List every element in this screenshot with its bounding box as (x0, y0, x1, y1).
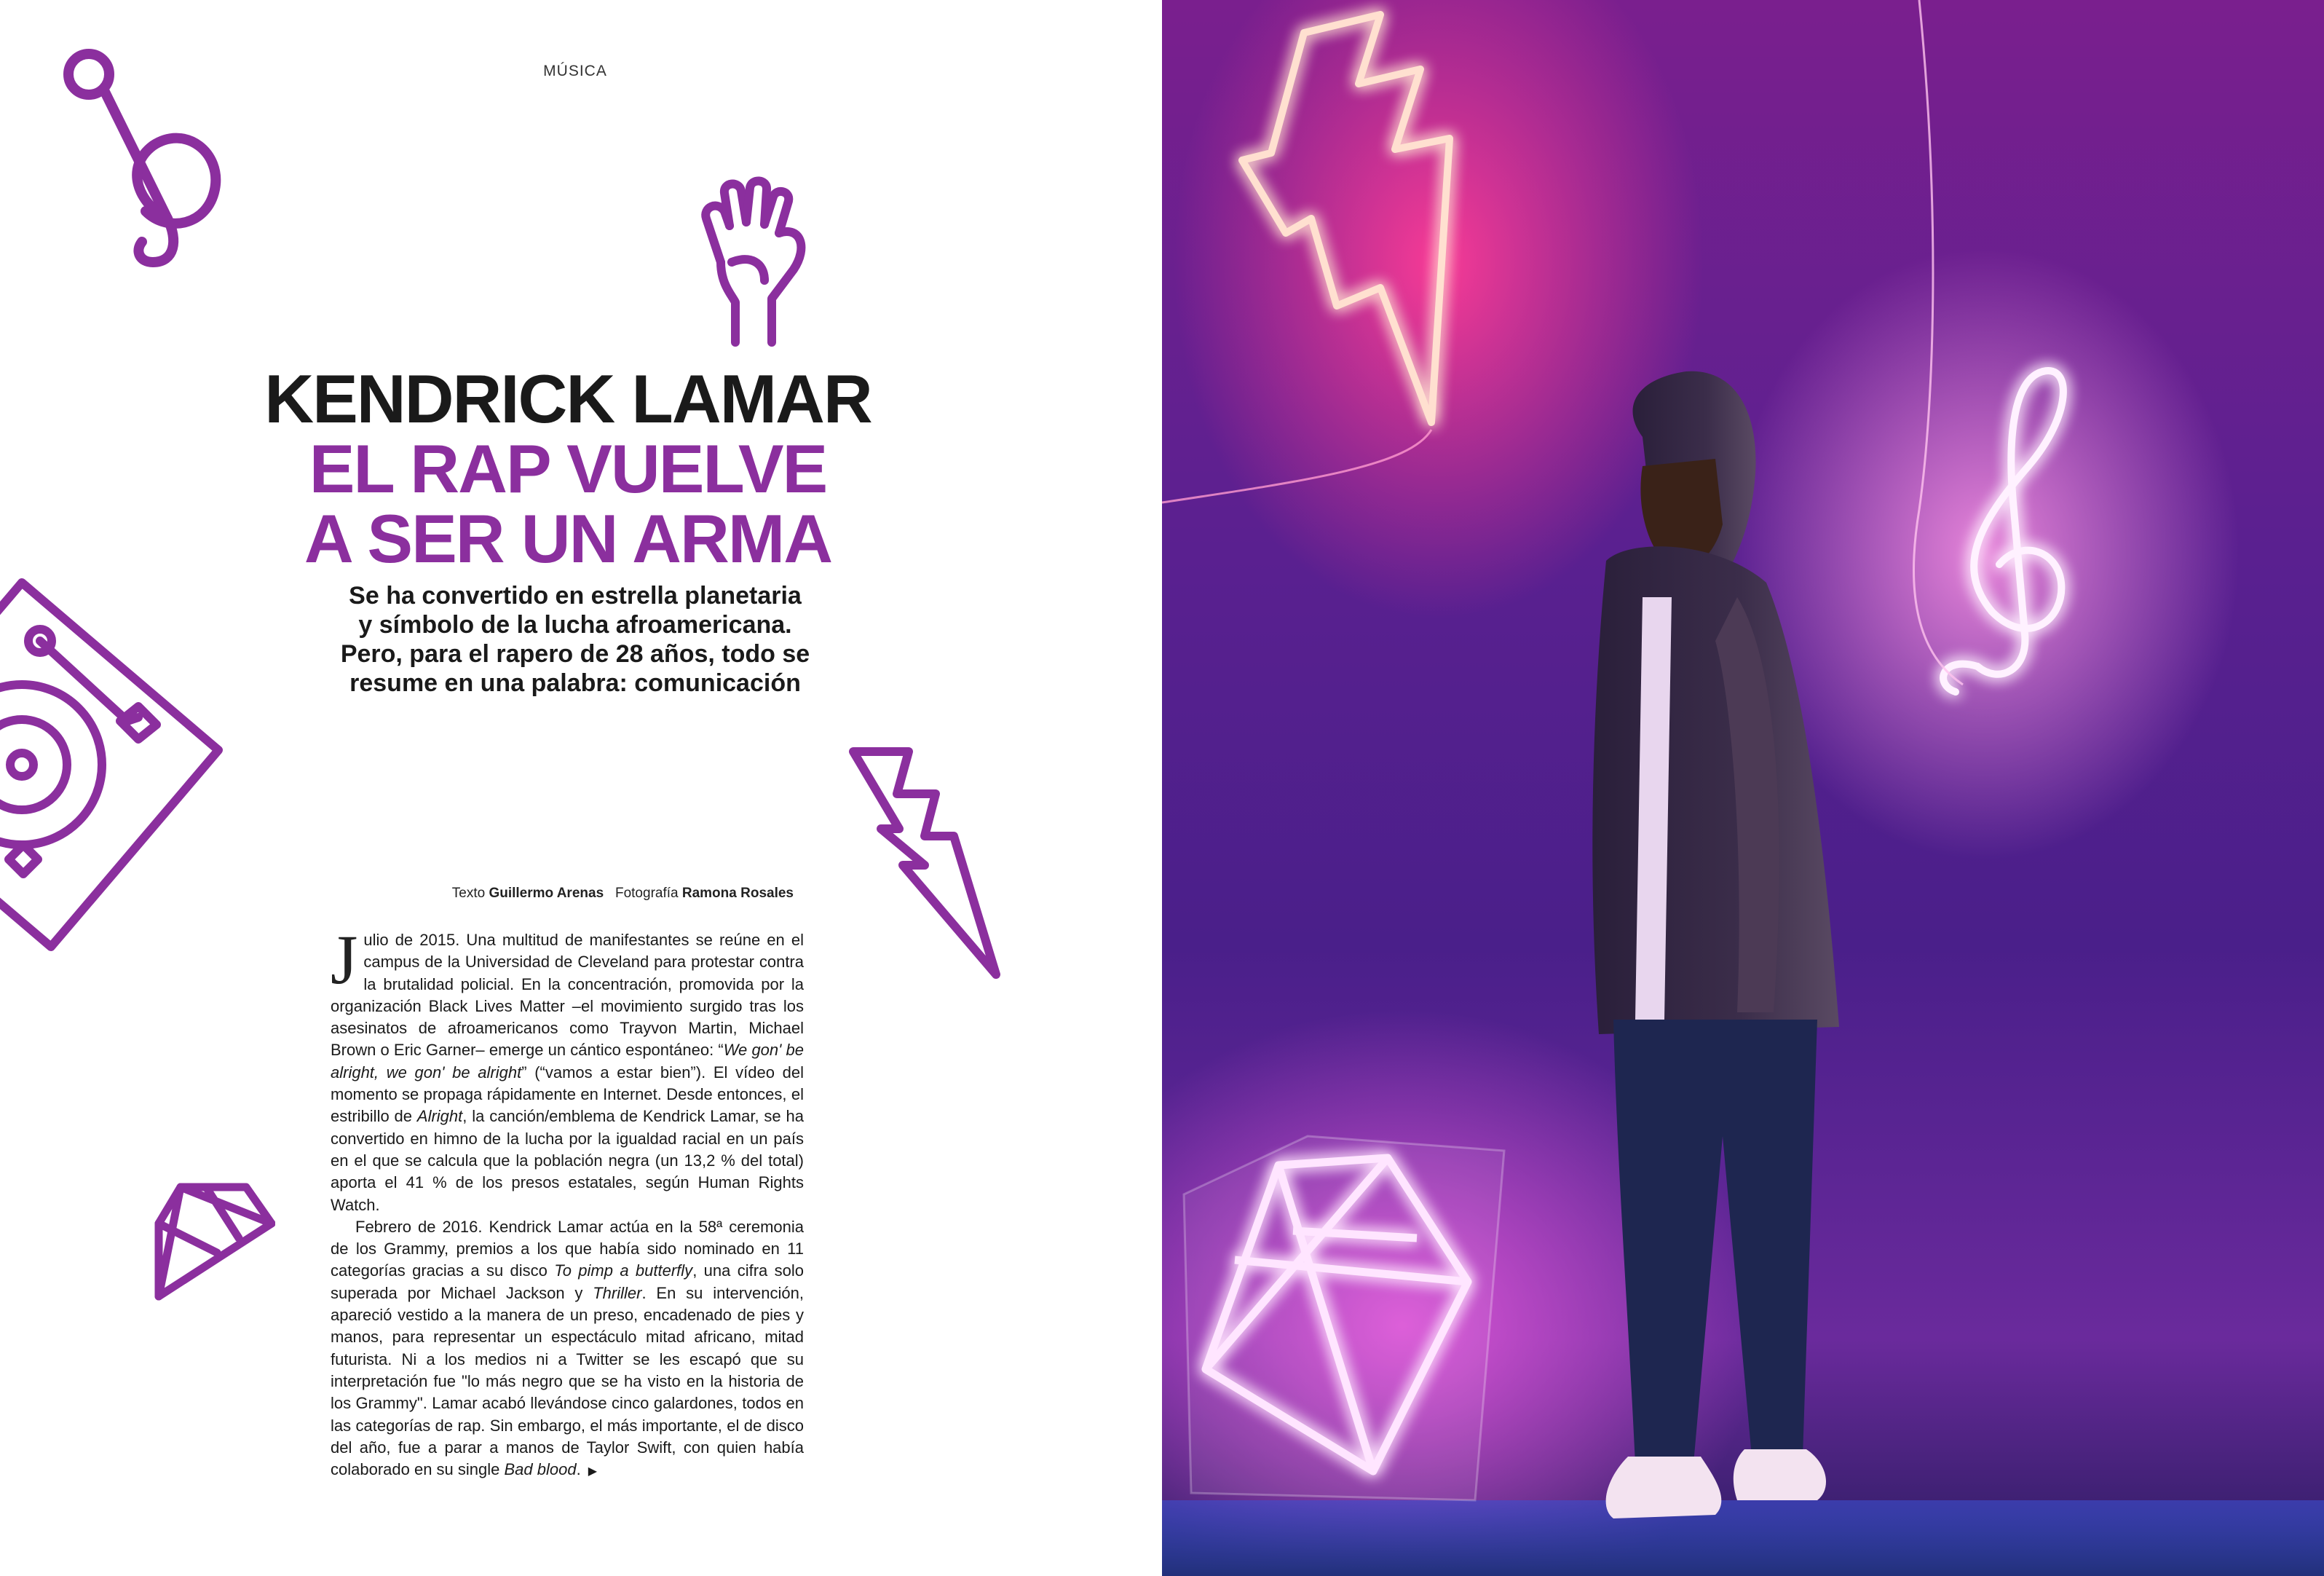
article-song-title: Alright (416, 1107, 463, 1126)
article-single-title: Bad blood (504, 1460, 577, 1479)
article-text: ” (“vamos a estar bien”). El vídeo del momento se propaga rápidamente en Internet. Desde entonces, el estribillo de (331, 1063, 804, 1126)
diamond-icon (151, 1180, 275, 1311)
article-text: Febrero de 2016. Kendrick Lamar actúa en la 58ª ceremonia de los Grammy, premios a los que había sido nominado en 11 categorías gracias a su disco (331, 1217, 804, 1280)
treble-clef-icon (58, 44, 233, 277)
byline-author: Guillermo Arenas (489, 886, 604, 901)
article-text: ulio de 2015. Una multitud de manifestantes se reúne en el campus de la Universidad de Cleveland para protestar contra la brutalidad policial. En la concentración, promovida por la organización Black Lives Matter –el movimiento surgido tras los asesinatos de afroamericanos como Trayvon Martin, Michael Brown o Eric Garner– emerge un cántico espontáneo: “ (331, 931, 804, 1060)
standfirst-line-1: Se ha convertido en estrella planetaria (349, 582, 802, 610)
feature-photo (1162, 0, 2324, 1576)
photo-illustration (1162, 0, 2324, 1576)
headline-name: KENDRICK LAMAR (264, 360, 872, 437)
article-paragraph-1 (331, 921, 804, 1216)
drop-cap: J (331, 921, 358, 998)
byline (328, 886, 794, 902)
standfirst-line-2: y símbolo de la lucha afroamericana. (358, 611, 792, 639)
headline-line-2: EL RAP VUELVE (309, 430, 827, 507)
byline-text-label: Texto (451, 886, 486, 901)
article-text: , una cifra solo superada por Michael Jackson y (331, 1261, 804, 1302)
continue-arrow-icon[interactable]: ▶ (588, 1465, 598, 1478)
section-label: MÚSICA (543, 63, 607, 79)
article-text: , la canción/emblema de Kendrick Lamar, se ha convertido en himno de la lucha por la igualdad racial en un país en el que se calcula que la población negra (un 13,2 % del total) aporta el 41 % de los presos estatales, según Human Rights Watch. (331, 1107, 804, 1214)
article-album-title: Thriller (593, 1283, 642, 1302)
byline-photo-label: Fotografía (614, 886, 679, 901)
neon-lightning-bolt (1242, 15, 1450, 422)
article-text: . En su intervención, apareció vestido a la manera de un preso, encadenado de pies y manos, para representar un espectáculo mitad africano, mitad futurista. Ni a los medios ni a Twitter se les escapó que su interpretación fue "lo más negro que se ha visto en la historia de los Grammy". Lamar acabó llevándose cinco galardones, todos en las categorías de rap. Sin embargo, el más importante, el de disco del año, fue a parar a manos de Taylor Swift, con quien había colaborado en su single (331, 1283, 804, 1479)
byline-photographer: Ramona Rosales (681, 886, 794, 901)
raised-fist-icon (692, 175, 823, 350)
standfirst-line-4: resume en una palabra: comunicación (349, 669, 801, 697)
headline (218, 360, 917, 577)
article-album-title: To pimp a butterfly (554, 1261, 693, 1280)
headline-line-3: A SER UN ARMA (304, 500, 832, 577)
person-figure (1592, 371, 1839, 1518)
article-paragraph-2 (331, 1216, 804, 1484)
article-body (331, 921, 804, 1483)
standfirst-line-3: Pero, para el rapero de 28 años, todo se (340, 640, 810, 668)
lightning-bolt-icon (845, 743, 1005, 990)
neon-treble-clef (1943, 371, 2063, 692)
article-text: . (576, 1460, 581, 1479)
article-quote: We gon' be alright, we gon' be alright (331, 1041, 804, 1081)
standfirst (320, 581, 830, 698)
turntable-icon (0, 568, 233, 961)
